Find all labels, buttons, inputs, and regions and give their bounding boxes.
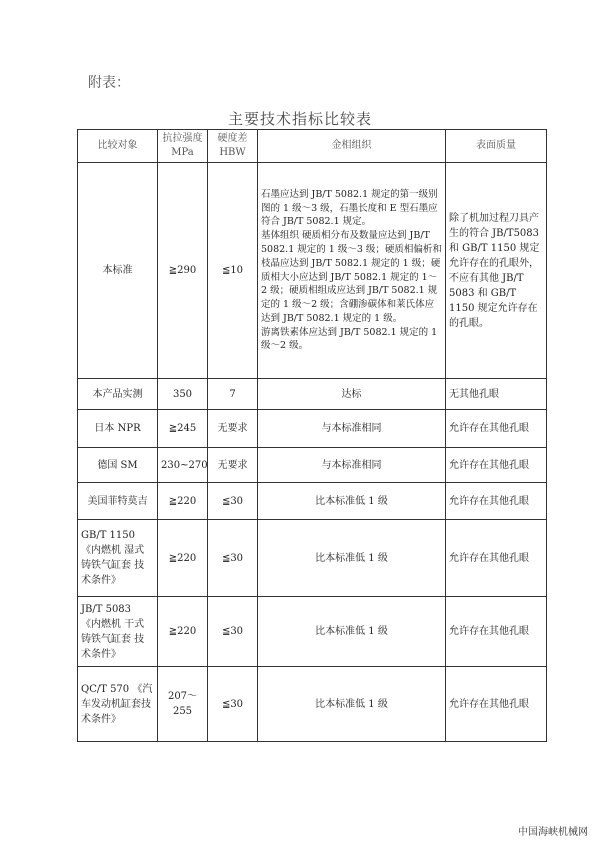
row-surface: 除了机加过程刀具产生的符合 JB/T5083 和 GB/T 1150 规定允许存在的孔眼外，不应有其他 JB/T 5083 和 GB/T 1150 规定允许存在的孔眼。 [446,163,547,379]
row-hardness: ≦30 [208,667,258,742]
table-row [78,163,547,379]
row-tensile: ≧220 [158,520,208,597]
table-row [78,448,547,483]
row-hardness: ≦30 [208,597,258,667]
row-hardness: ≦10 [208,163,258,379]
row-hardness: 无要求 [208,410,258,448]
row-tensile: ≧290 [158,163,208,379]
table-row [78,379,547,410]
row-metallography: 与本标准相同 [258,410,446,448]
row-surface: 允许存在其他孔眼 [446,483,547,520]
row-tensile: ≧220 [158,597,208,667]
row-hardness: 无要求 [208,448,258,483]
row-metallography [258,163,446,379]
row-name: 美国菲特莫吉 [78,483,158,520]
row-tensile: 350 [158,379,208,410]
site-watermark: 中国海峡机械网 [518,827,588,838]
row-name: 德国 SM [78,448,158,483]
header-metallography: 金相组织 [258,130,446,163]
table-row [78,667,547,742]
metallography-graphite: 石墨应达到 JB/T 5082.1 规定的第一级别图的 1 级～3 级，石墨长度和 E 型石墨应符合 JB/T 5082.1 规定。 [261,188,438,228]
row-hardness: ≦30 [208,520,258,597]
metallography-ferrite: 游离铁素体应达到 JB/T 5082.1 规定的 1 级～2 级。 [261,326,438,352]
metallography-matrix: 基体组织 硬质相分布及数量应达到 JB/T 5082.1 规定的 1 级～3 级；硬质相偏析和枝晶应达到 JB/T 5082.1 规定的 1 级；硬质相大小应达到 JB/T 5082.1 规定的 1～2 级；硬质相组成应达到 JB/T 5082.1 规定的 1 级～2 级；含硼渗碳体和莱氏体应达到 JB/T 5082.1 规定的 1 级。 [261,230,442,324]
header-object: 比较对象 [78,130,158,163]
table-row [78,597,547,667]
row-surface: 允许存在其他孔眼 [446,410,547,448]
row-metallography: 比本标准低 1 级 [258,483,446,520]
row-hardness: 7 [208,379,258,410]
row-metallography: 与本标准相同 [258,448,446,483]
row-name: 本标准 [78,163,158,379]
row-metallography: 比本标准低 1 级 [258,597,446,667]
row-hardness: ≦30 [208,483,258,520]
row-metallography: 比本标准低 1 级 [258,520,446,597]
row-tensile: ≧245 [158,410,208,448]
row-surface: 无其他孔眼 [446,379,547,410]
appendix-label: 附表： [88,75,130,91]
row-surface: 允许存在其他孔眼 [446,597,547,667]
row-metallography: 比本标准低 1 级 [258,667,446,742]
row-tensile: 207～255 [158,667,208,742]
header-surface: 表面质量 [446,130,547,163]
row-name: QC/T 570 《汽车发动机缸套技术条件》 [78,667,158,742]
header-row [78,130,547,163]
row-name: JB/T 5083 《内燃机 干式铸铁气缸套 技术条件》 [78,597,158,667]
row-name: 日本 NPR [78,410,158,448]
row-name: 本产品实测 [78,379,158,410]
table-row [78,483,547,520]
row-surface: 允许存在其他孔眼 [446,667,547,742]
comparison-table [77,129,547,742]
row-metallography: 达标 [258,379,446,410]
table-row [78,410,547,448]
table-row [78,520,547,597]
row-surface: 允许存在其他孔眼 [446,448,547,483]
row-tensile: ≧220 [158,483,208,520]
row-surface: 允许存在其他孔眼 [446,520,547,597]
header-hardness: 硬度差 HBW [208,130,258,163]
table-title: 主要技术指标比较表 [227,110,372,128]
row-tensile: 230~270 [158,448,208,483]
header-tensile: 抗拉强度 MPa [158,130,208,163]
row-name: GB/T 1150 《内燃机 湿式铸铁气缸套 技术条件》 [78,520,158,597]
